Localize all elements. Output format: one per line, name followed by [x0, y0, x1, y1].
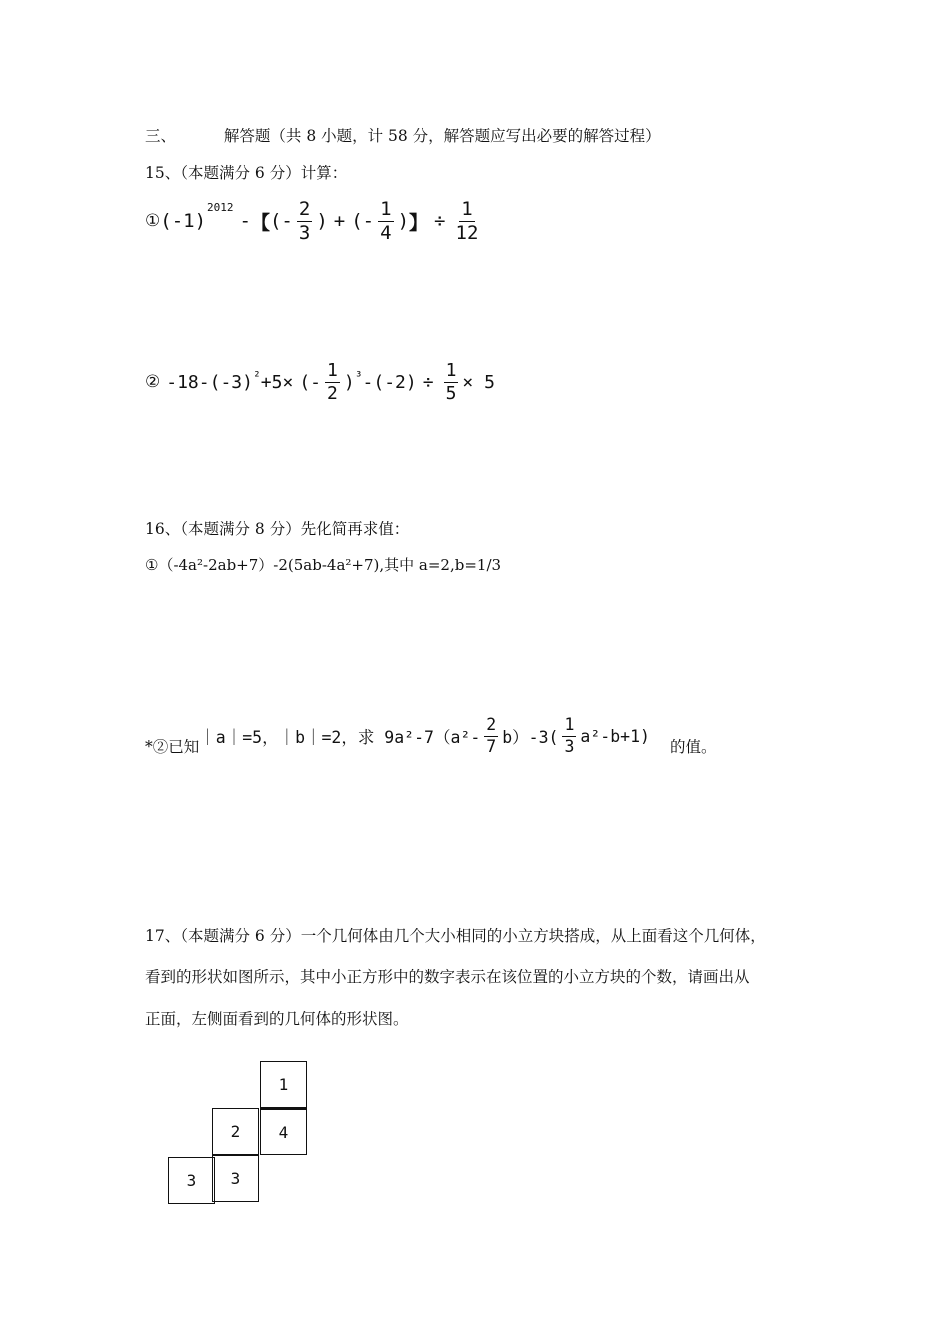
q15-header: 15、（本题满分 6 分）计算： [145, 164, 348, 182]
section-number: 三、 [145, 127, 177, 145]
grid-cell-r3c1: 3 [168, 1157, 215, 1204]
q15-part1-lbracket: 【 [250, 211, 270, 234]
q16-part2-tail: 的值。 [669, 738, 717, 756]
fraction-numerator: 1 [445, 359, 457, 381]
q15-part2-d-open: (- [299, 371, 321, 393]
q15-part1-base: (-1) [160, 210, 207, 232]
q17-line-2: 看到的形状如图所示，其中小正方形中的数字表示在该位置的小立方块的个数，请画出从 [145, 968, 750, 986]
q16-header: 16、（本题满分 8 分）先化简再求值： [145, 520, 410, 538]
q15-part1-plus: + [333, 210, 346, 232]
fraction-denominator: 5 [445, 382, 457, 404]
q15-part1-t2-close: ) [397, 210, 410, 232]
q15-part1-t2-open: (- [351, 210, 375, 232]
q16-part2-expression [145, 712, 716, 760]
fraction-denominator: 7 [486, 736, 497, 756]
q15-part2-f: (-2) [373, 371, 417, 393]
fraction-denominator: 3 [564, 736, 575, 756]
fraction-numerator: 1 [380, 197, 392, 220]
q15-part1-minus: - [239, 210, 251, 232]
fraction-denominator: 3 [298, 221, 311, 244]
q15-part2-a: -18- [166, 371, 210, 393]
q15-part1-t1-close: ) [316, 210, 328, 232]
q15-part2-fraction-2 [444, 359, 459, 404]
q15-part2-label: ② [145, 372, 161, 392]
q15-part2-c: +5× [260, 371, 294, 393]
fraction-denominator: 4 [380, 221, 392, 244]
q16-part1: ①（-4a²-2ab+7）-2(5ab-4a²+7),其中 a=2,b=1/3 [145, 556, 502, 574]
grid-cell-r1c3: 1 [260, 1061, 307, 1108]
section-title: 解答题（共 8 小题，计 58 分，解答题应写出必要的解答过程） [223, 127, 661, 145]
q15-part2-h: × 5 [462, 371, 495, 393]
q16-part2-b: b）-3( [502, 728, 559, 747]
q15-part1-exponent: 2012 [207, 200, 234, 214]
q17-line-1: 17、（本题满分 6 分）一个几何体由几个大小相同的小立方块搭成，从上面看这个几何体， [145, 927, 766, 945]
q17-line-3: 正面，左侧面看到的几何体的形状图。 [145, 1010, 409, 1028]
q15-part1-fraction-2 [378, 197, 393, 244]
q15-part1-label: ① [145, 211, 161, 231]
fraction-denominator: 2 [327, 382, 338, 404]
q15-part2-fraction-1 [325, 359, 340, 404]
q15-part2-divide: ÷ [422, 371, 434, 393]
fraction-numerator: 1 [327, 359, 338, 381]
q15-part2-d-exponent: ³ [354, 369, 363, 385]
q15-part2-expression [145, 359, 495, 405]
q15-part2-b: (-3) [209, 371, 253, 393]
fraction-numerator: 1 [461, 197, 473, 220]
q15-part1-fraction-3 [455, 197, 479, 244]
q16-part2-c: a²-b+1) [580, 726, 650, 746]
grid-cell-r3c2: 3 [212, 1155, 259, 1202]
q15-part1-rbracket: 】 [409, 211, 429, 234]
grid-cell-r2c3: 4 [260, 1108, 307, 1155]
q15-part1-expression [145, 198, 482, 244]
fraction-numerator: 2 [298, 197, 311, 220]
q15-part1-fraction-1 [297, 197, 312, 244]
fraction-numerator: 1 [562, 717, 576, 737]
fraction-denominator: 12 [455, 221, 479, 244]
q15-part1-divide: ÷ [434, 210, 446, 232]
q15-part2-d-close: ) [343, 371, 355, 393]
q15-part1-t1-open: (- [269, 210, 293, 232]
fraction-numerator: 2 [484, 717, 498, 737]
q15-part2-e: - [362, 371, 374, 393]
q15-part2-b-exponent: ² [252, 369, 261, 385]
q16-part2-label: *②已知 [145, 738, 200, 756]
section-header [145, 129, 661, 145]
q16-part2-fraction-1 [484, 717, 498, 755]
grid-cell-r2c2: 2 [212, 1108, 259, 1155]
q16-part2-fraction-2 [562, 717, 576, 755]
q16-part2-a: ｜a｜=5，｜b｜=2，求 9a²-7（a²- [199, 728, 481, 747]
